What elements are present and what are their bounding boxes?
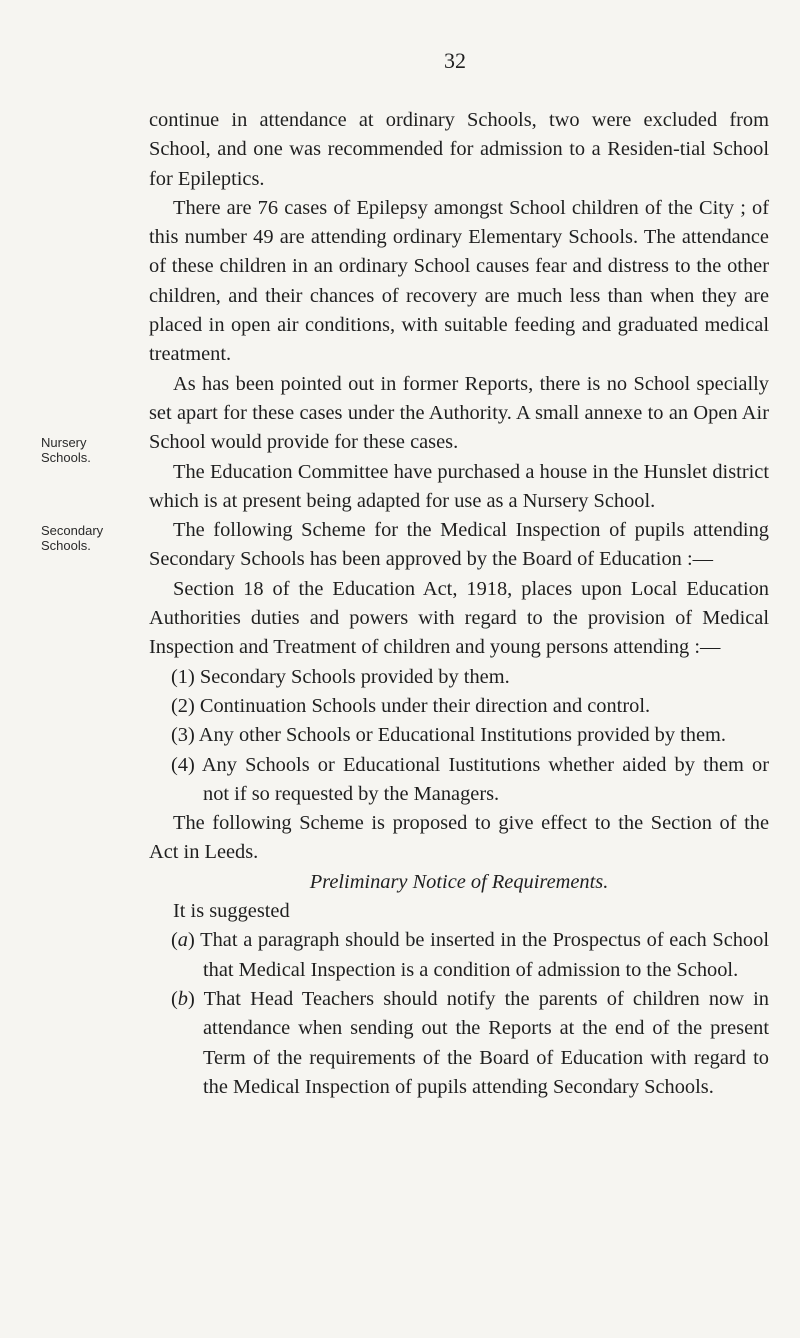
list-text: That Head Teachers should notify the parents of children now in attendance when sending out the Reports at the end of the present Term of the requirements of the Board of Education with regard to the Medical Inspection of pupils attending Secondary Schools. [203, 987, 769, 1098]
paragraph: The following Scheme is proposed to give effect to the Section of the Act in Leeds. [149, 812, 769, 864]
list-marker: (b) [171, 987, 195, 1010]
list-text: Continuation Schools under their direction and control. [199, 694, 651, 717]
list-text: Any other Schools or Educational Institutions provided by them. [198, 724, 727, 747]
section-heading: Preliminary Notice of Requirements. [309, 870, 609, 893]
paragraph: As has been pointed out in former Reports, there is no School specially set apart for these cases under the Authority. A small annexe to an Open Air School would provide for these cases. [149, 372, 769, 454]
paragraph: The following Scheme for the Medical Inspection of pupils attending Secondary Schools has been approved by the Board of Education :— [149, 519, 769, 571]
body-text [149, 106, 769, 1102]
page-number: 32 [444, 48, 466, 73]
list-marker: (a) [171, 929, 195, 952]
paragraph: Section 18 of the Education Act, 1918, places upon Local Education Authorities duties and powers with regard to the provision of Medical Inspection and Treatment of children and young persons attending :— [149, 577, 769, 659]
list-marker: (3) [171, 724, 195, 747]
list-text: Secondary Schools provided by them. [199, 665, 510, 688]
list-item [149, 751, 769, 810]
paragraph: There are 76 cases of Epilepsy amongst School children of the City ; of this number 49 are attending ordinary Elementary Schools. The attendance of these children in an ordinary School causes fear and distress to the other children, and their chances of recovery are much less than when they are placed in open air conditions, with suitable feeding and graduated medical treatment. [149, 196, 769, 366]
paragraph: continue in attendance at ordinary Schools, two were excluded from School, and one was recommended for admission to a Residen-tial School for Epileptics. [149, 109, 769, 190]
list-item [149, 663, 769, 692]
list-marker: (2) [171, 694, 195, 717]
paragraph: The Education Committee have purchased a house in the Hunslet district which is at present being adapted for use as a Nursery School. [149, 460, 769, 512]
list-text: Any Schools or Educational Iustitutions whether aided by them or not if so requested by the Managers. [201, 753, 769, 805]
list-item [149, 985, 769, 1102]
list-marker: (4) [171, 753, 195, 776]
list-item [149, 692, 769, 721]
list-text: That a paragraph should be inserted in the Prospectus of each School that Medical Inspection is a condition of admission to the School. [200, 929, 769, 981]
list-item [149, 721, 769, 750]
sidenote-secondary-schools: Secondary Schools. [41, 523, 104, 553]
paragraph: It is suggested [173, 900, 290, 923]
sidenote-nursery-schools: Nursery Schools. [41, 435, 91, 465]
list-marker: (1) [171, 665, 195, 688]
list-item [149, 926, 769, 985]
